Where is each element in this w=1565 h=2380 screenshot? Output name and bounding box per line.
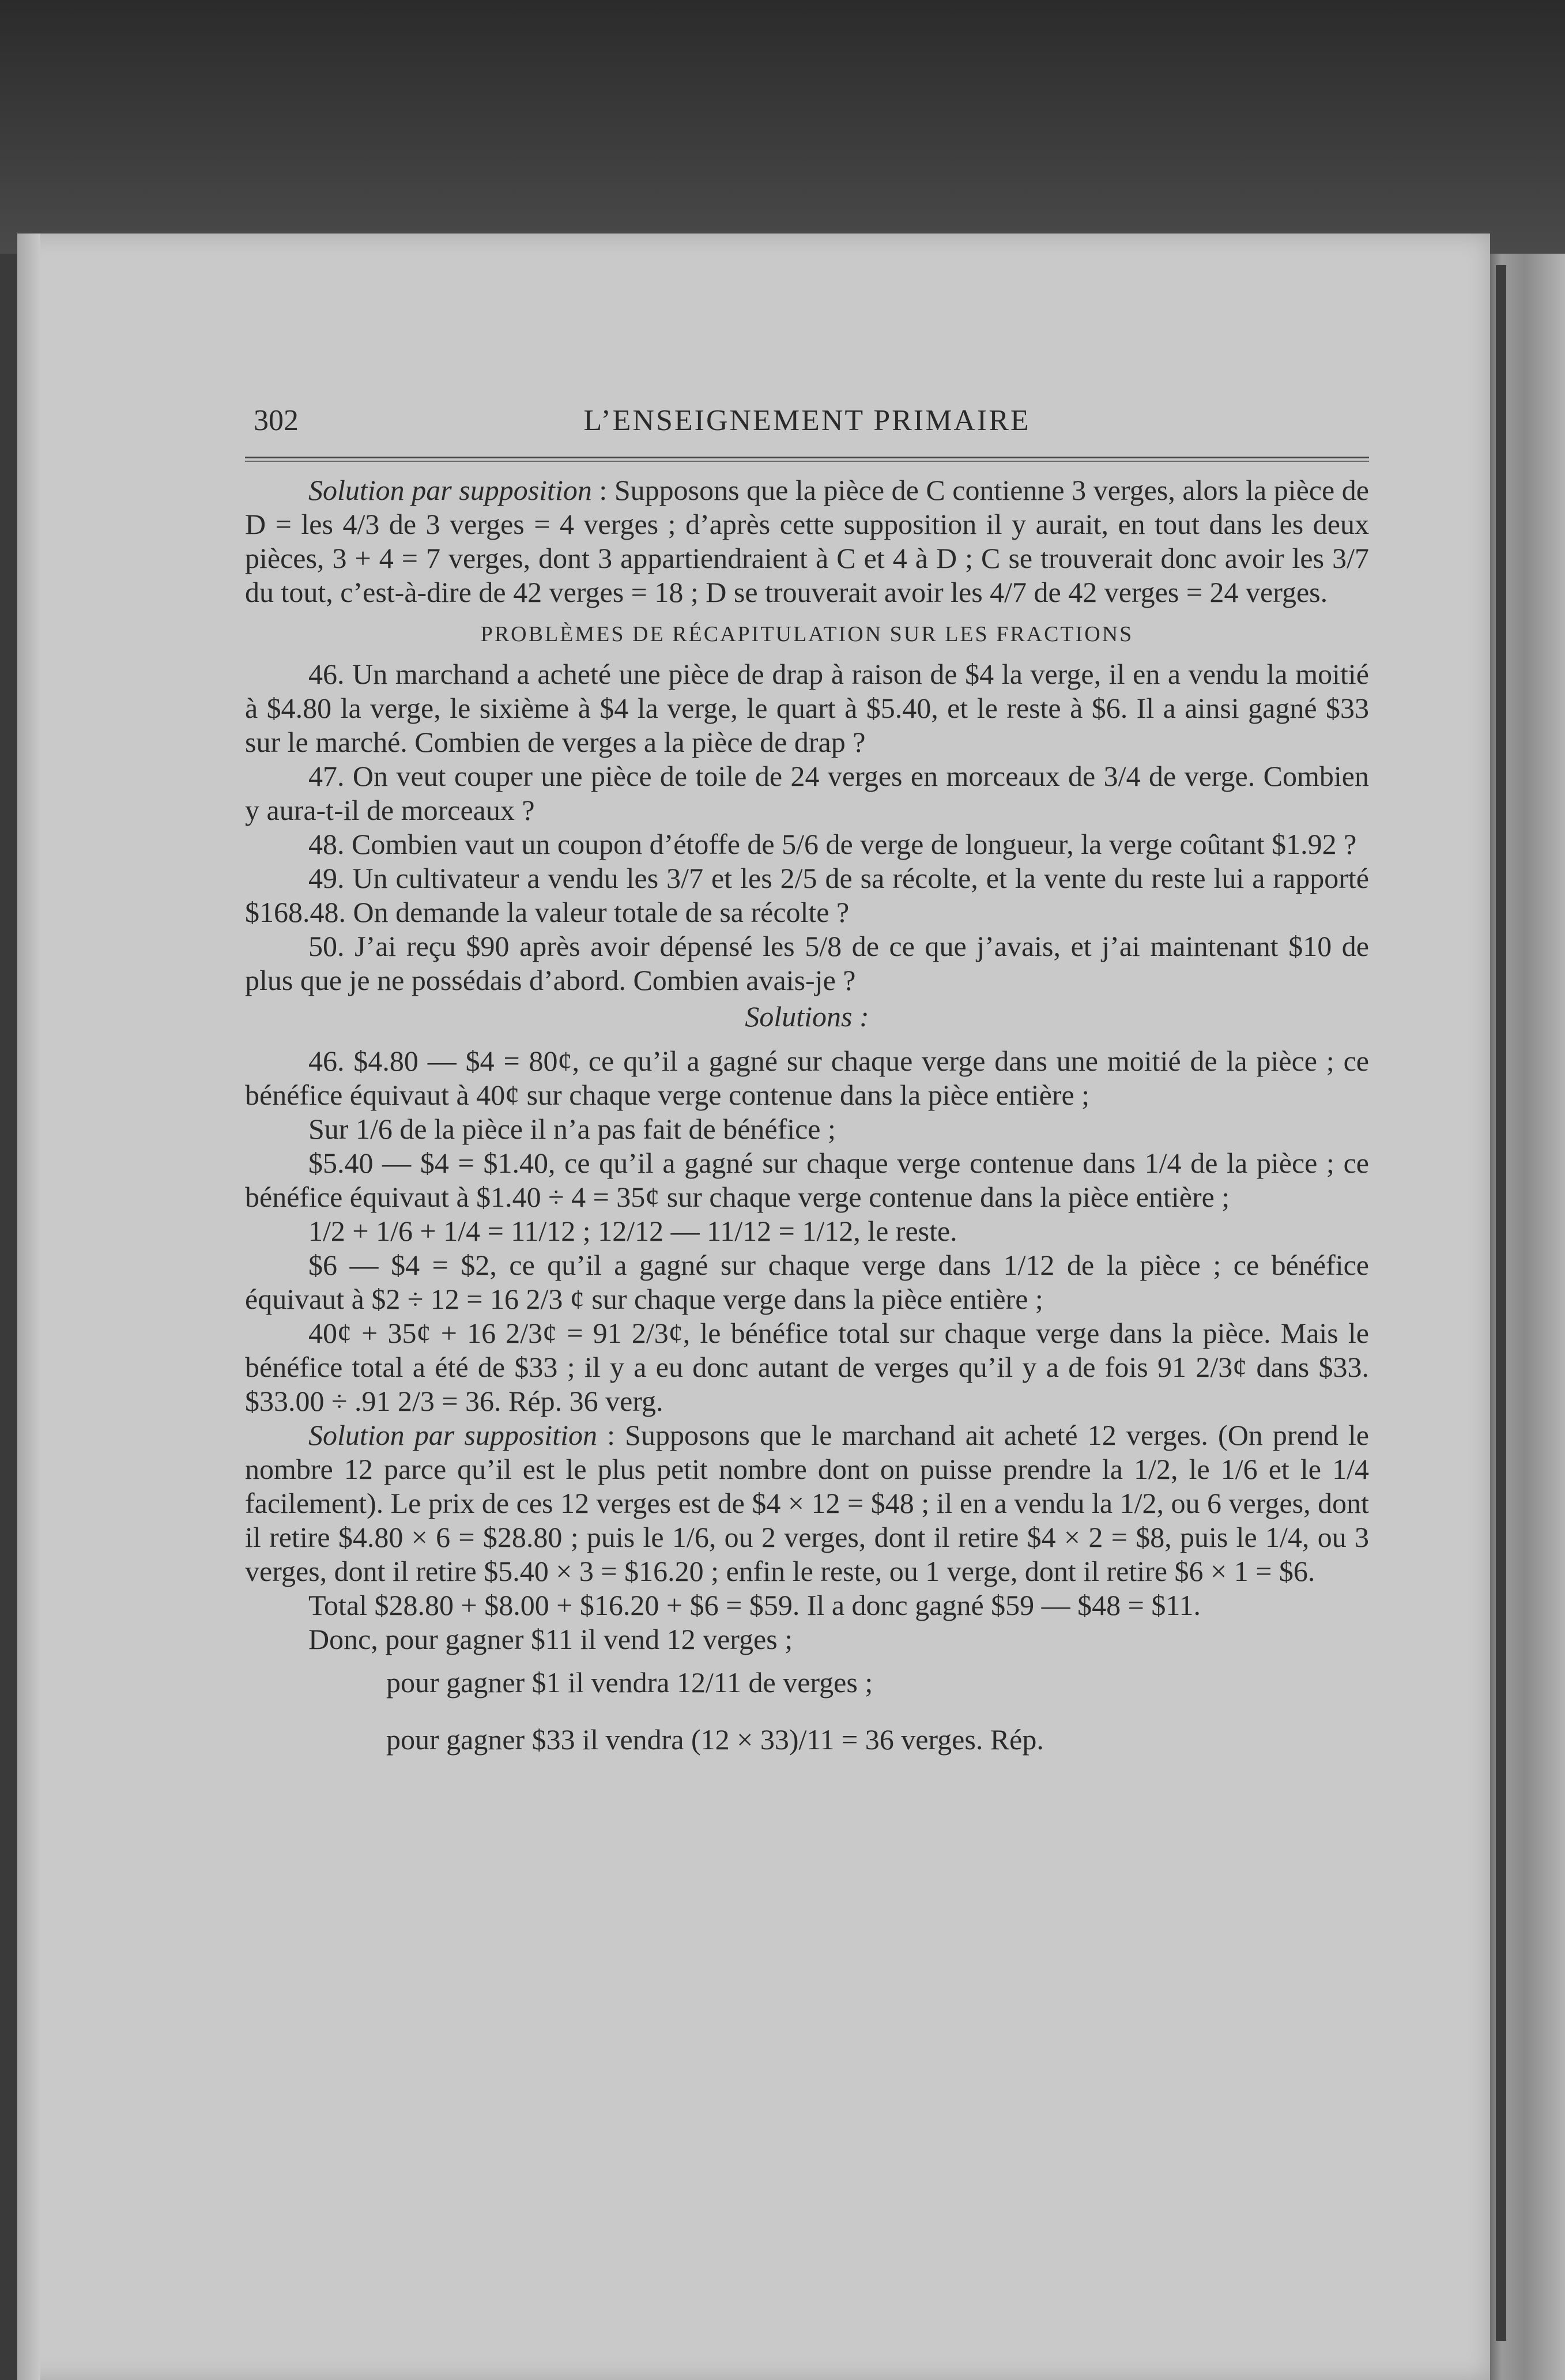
section-title: PROBLÈMES DE RÉCAPITULATION SUR LES FRACTIONS [480,622,1134,646]
formula-1: pour gagner $1 il vendra 12/11 de verges ; [386,1666,873,1699]
solution-46-part-2: Sur 1/6 de la pièce il n’a pas fait de bénéfice ; [308,1113,836,1145]
solution-46-part-1: 46. $4.80 — $4 = 80¢, ce qu’il a gagné sur chaque verge dans une moitié de la pièce ; ce bénéfice équivaut à 40¢ sur chaque verge contenue dans la pièce entière ; [245,1045,1369,1111]
solution-46-part-5: $6 — $4 = $2, ce qu’il a gagné sur chaque verge dans 1/12 de la pièce ; ce bénéfice équivaut à $2 ÷ 12 = 16 2/3 ¢ sur chaque verge dans la pièce entière ; [245,1249,1369,1315]
supposition-text: : Supposons que le marchand ait acheté 12 verges. (On prend le nombre 12 parce qu’il est le plus petit nombre dont on puisse prendre la 1/2, le 1/6 et le 1/4 facilement). Le prix de ces 12 verges est de $4 × 12 = $48 ; il en a vendu la 1/2, ou 6 verges, dont il retire $4.80 × 6 = $28.80 ; puis le 1/6, ou 2 verges, dont il retire $4 × 2 = $8, puis le 1/4, ou 3 verges, dont il retire $5.40 × 3 = $16.20 ; enfin le reste, ou 1 verge, dont il retire $6 × 1 = $6. [245,1419,1369,1587]
solution-46-part-4: 1/2 + 1/6 + 1/4 = 11/12 ; 12/12 — 11/12 = 1/12, le reste. [308,1215,957,1247]
solution-46-part-3: $5.40 — $4 = $1.40, ce qu’il a gagné sur chaque verge contenue dans 1/4 de la pièce ; ce bénéfice équivaut à $1.40 ÷ 4 = 35¢ sur chaque verge contenue dans la pièce entière ; [245,1147,1369,1213]
problem-48: 48. Combien vaut un coupon d’étoffe de 5/6 de verge de longueur, la verge coûtant $1.92 ? [308,828,1357,860]
page-left-edge [17,234,40,2380]
header-rule [245,457,1369,462]
problem-46: 46. Un marchand a acheté une pièce de drap à raison de $4 la verge, il en a vendu la moitié à $4.80 la verge, le sixième à $4 la verge, le quart à $5.40, et le reste à $6. Il a ainsi gagné $33 sur le marché. Combien de verges a la pièce de drap ? [245,658,1369,758]
problem-50: 50. J’ai reçu $90 après avoir dépensé les 5/8 de ce que j’avais, et j’ai maintenant $10 de plus que je ne possédais d’abord. Combien avais-je ? [245,930,1369,996]
formula-2: pour gagner $33 il vendra (12 × 33)/11 = 36 verges. Rép. [386,1723,1044,1756]
page-number: 302 [254,404,299,437]
intro-label: Solution par supposition [308,474,592,506]
intro-text: : Supposons que la pièce de C contienne 3 verges, alors la pièce de D = les 4/3 de 3 verges = 4 verges ; d’après cette supposition il y aurait, en tout dans les deux pièces, 3 + 4 = 7 verges, dont 3 appartiendraient à C et 4 à D ; C se trouverait donc avoir les 3/7 du tout, c’est-à-dire de 42 verges = 18 ; D se trouverait avoir les 4/7 de 42 verges = 24 verges. [245,474,1369,608]
page-right-edge [1490,254,1565,2380]
page-content [245,404,1369,1757]
intro-paragraph [245,473,1369,609]
solution-46-part-6: 40¢ + 35¢ + 16 2/3¢ = 91 2/3¢, le bénéfice total sur chaque verge dans la pièce. Mais le bénéfice total a été de $33 ; il y a eu donc autant de verges qu’il y a de fois 91 2/3¢ dans $33. $33.00 ÷ .91 2/3 = 36. Rép. 36 verg. [245,1317,1369,1417]
supposition-label: Solution par supposition [308,1419,597,1451]
problem-47: 47. On veut couper une pièce de toile de 24 verges en morceaux de 3/4 de verge. Combien y aura-t-il de morceaux ? [245,760,1369,826]
donc-line: Donc, pour gagner $11 il vend 12 verges ; [308,1623,793,1655]
binding-shadow [1496,265,1506,2341]
page-header [245,404,1369,444]
running-title: L’ENSEIGNEMENT PRIMAIRE [583,404,1031,437]
problem-49: 49. Un cultivateur a vendu les 3/7 et les 2/5 de sa récolte, et la vente du reste lui a rapporté $168.48. On demande la valeur totale de sa récolte ? [245,862,1369,928]
scan-background-top [0,0,1565,254]
supposition-paragraph [245,1418,1369,1588]
total-line: Total $28.80 + $8.00 + $16.20 + $6 = $59. Il a donc gagné $59 — $48 = $11. [308,1589,1201,1621]
solutions-title: Solutions : [745,1000,869,1033]
